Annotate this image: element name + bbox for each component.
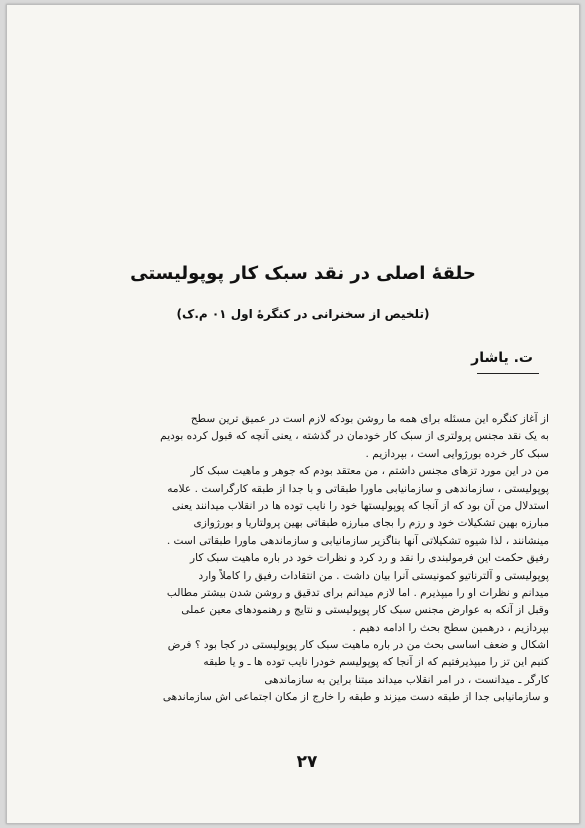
text-line: مبارزه بهین تشکیلات خود و رزم را بجای مبارزه طبقاتی بهین پرولتاریا و بورژوازی	[193, 517, 549, 530]
text-line: و سازمانیابی جدا از طبقه دست میزند و طبقه را خارج از مکان اجتماعی اش سازماندهی	[162, 691, 549, 704]
author-name: ت. یاشار	[471, 350, 533, 366]
text-line: بپردازیم ، درهمین سطح بحث را ادامه دهیم .	[352, 621, 549, 634]
text-line: اشکال و ضعف اساسی بحث من در باره ماهیت سبک کار پوپولیستی در کجا بود ؟ فرض	[167, 639, 549, 652]
text-line: استدلال من آن بود که از آنجا که پوپولیستها خود را نایب توده ها در انقلاب میدانند یعنی	[171, 499, 549, 512]
text-line: پوپولیستی ، سازماندهی و سازمانیابی ماورا طبقاتی و با جدا از طبقه کارگراست . علامه	[167, 482, 549, 495]
text-line: به یک نقد مجنس پرولتری از سبک کار خودمان در گذشته ، یعنی آنچه که قبول کرده بودیم	[160, 430, 549, 443]
text-line: وقبل از آنکه به عوارض مجنس سبک کار پوپولیستی و نتایج و رهنمودهای معین عملی	[181, 604, 549, 617]
text-line: از آغاز کنگره این مسئله برای همه ما روشن بودکه لازم است در عمیق ترین سطح	[190, 413, 549, 425]
article-title: حلقهٔ اصلی در نقد سبک کار پوپولیستی	[130, 263, 476, 284]
page-number: ۲۷	[296, 752, 318, 772]
author-underline	[477, 373, 539, 374]
article-subtitle: (تلخیص از سخنرانی در کنگرهٔ اول ۰۱ م.ک)	[176, 307, 430, 321]
text-line: پوپولیستی و آلترناتیو کمونیستی آنرا بیان داشت . من انتقادات رفیق را کاملاً وارد	[198, 569, 549, 582]
text-line: مینشانند ، لذا شیوه تشکیلاتی آنها بناگزیر سازمانیابی و سازماندهی ماورا طبقاتی است .	[166, 534, 549, 547]
text-line: رفیق حکمت این فرمولبندی را نقد و رد کرد و نظرات خود در باره ماهیت سبک کار	[190, 552, 549, 565]
document-page	[6, 4, 580, 824]
text-line: میدانم و نظرات او را میپذیرم . اما لازم میدانم برای تدقیق و روشن شدن بیشتر مطالب	[166, 586, 549, 599]
text-line: من در این مورد تزهای مجنس داشتم ، من معتقد بودم که جوهر و ماهیت سبک کار	[190, 465, 549, 478]
text-line: سبک کار خرده بورژوایی است ، بپردازیم .	[365, 447, 549, 460]
article-body	[47, 411, 549, 707]
text-line: کنیم این تز را میپذیرفتیم که از آنجا که پوپولیسم خودرا نایب توده ها ـ و یا طبقه	[203, 656, 549, 669]
text-line: کارگر ـ میدانست ، در امر انقلاب میداند مبتنا براین به سازماندهی	[264, 673, 549, 686]
